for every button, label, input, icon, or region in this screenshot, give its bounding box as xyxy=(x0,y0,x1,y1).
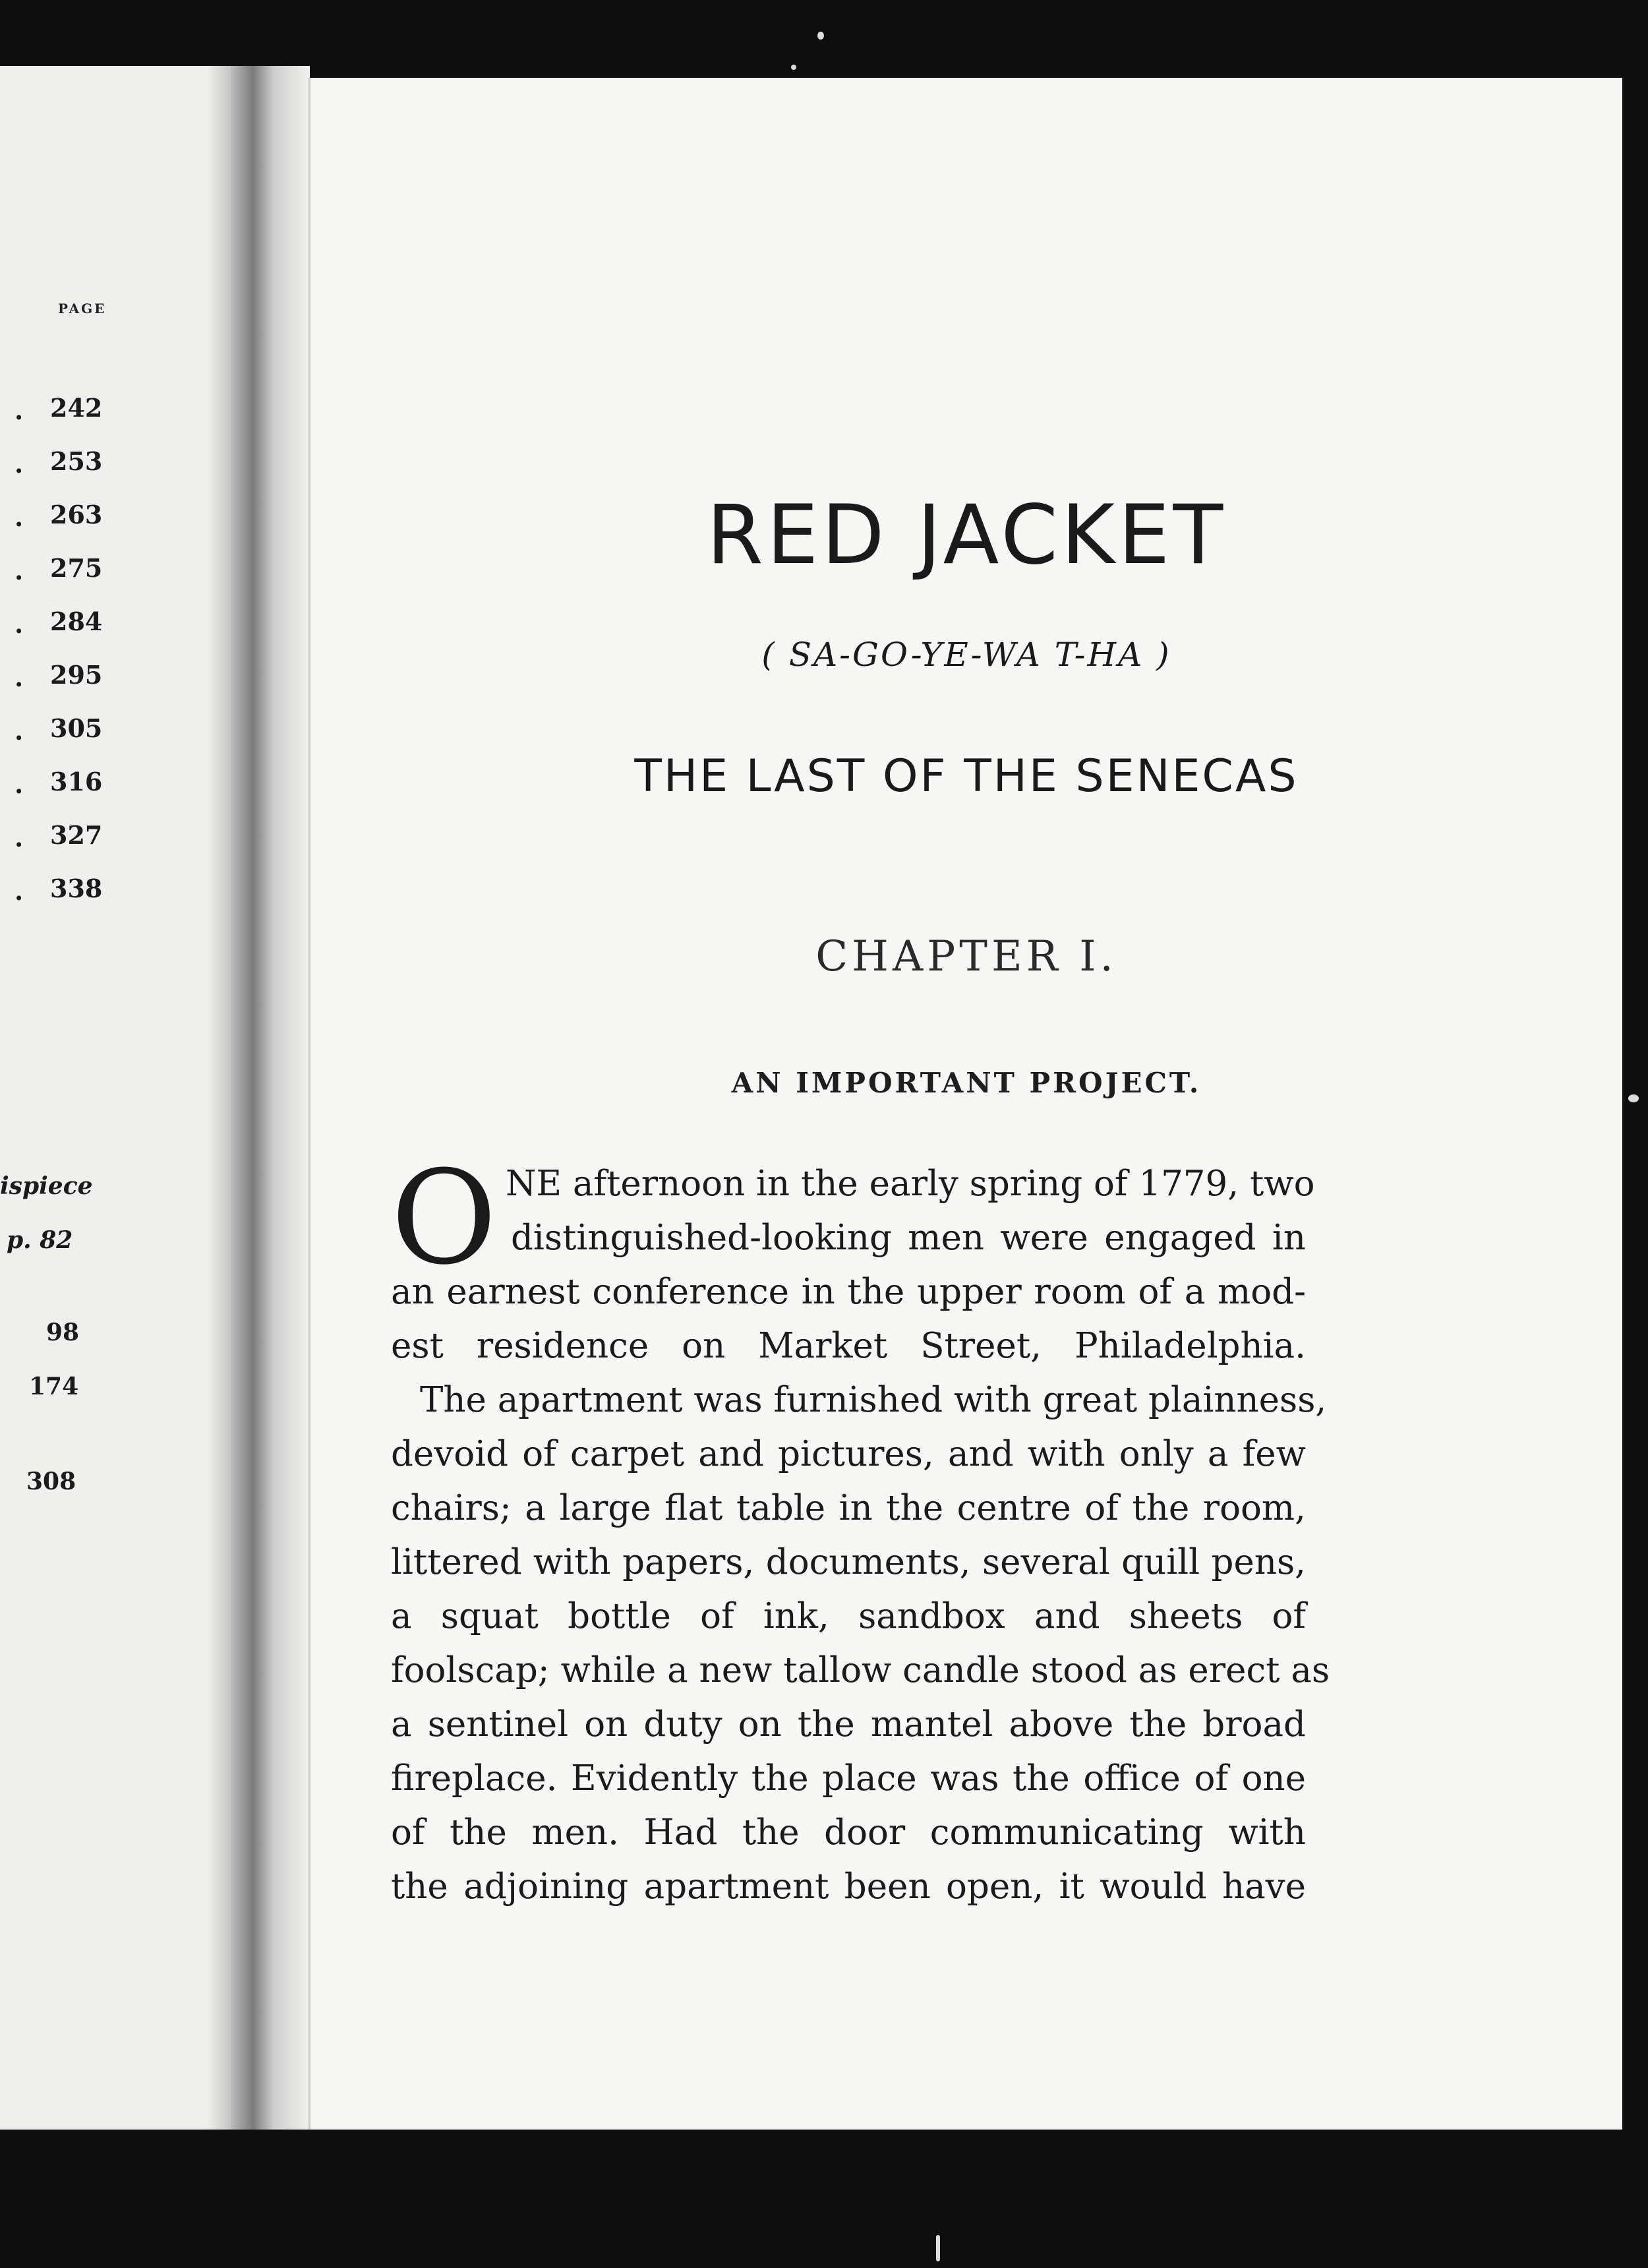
left-page xyxy=(0,66,231,2130)
body-line: fireplace. Evidently the place was the office of one xyxy=(391,1758,1306,1799)
toc-leader-dot: . xyxy=(15,556,24,585)
toc-page-number: 263 xyxy=(50,500,103,529)
toc-page-number: 295 xyxy=(50,660,103,690)
toc-row xyxy=(0,500,132,539)
toc-leader-dot: . xyxy=(15,716,24,746)
toc-leader-dot: . xyxy=(15,449,24,479)
body-line: NE afternoon in the early spring of 1779, two xyxy=(506,1164,1315,1204)
body-line: foolscap; while a new tallow candle stood as erect as xyxy=(391,1650,1330,1690)
toc-row xyxy=(0,660,132,700)
illustration-page-ref: 308 xyxy=(26,1468,76,1495)
toc-page-number: 338 xyxy=(50,874,103,903)
body-line: littered with papers, documents, several quill pens, xyxy=(391,1542,1306,1582)
toc-page-number: 284 xyxy=(50,607,103,636)
body-line: a squat bottle of ink, sandbox and sheets of xyxy=(391,1596,1306,1636)
body-line: chairs; a large flat table in the centre of the room, xyxy=(391,1488,1306,1528)
toc-page-number: 316 xyxy=(50,767,103,796)
body-line: a sentinel on duty on the mantel above the broad xyxy=(391,1704,1306,1745)
toc-leader-dot: . xyxy=(15,663,24,692)
book-title: RED JACKET xyxy=(706,488,1227,583)
book-gutter xyxy=(231,66,310,2130)
toc-page-number: 253 xyxy=(50,446,103,476)
toc-leader-dot: . xyxy=(15,396,24,425)
toc-leader-dot: . xyxy=(15,823,24,852)
body-line: devoid of carpet and pictures, and with only a few xyxy=(391,1434,1306,1474)
scan-speck xyxy=(791,65,796,70)
toc-row xyxy=(0,713,132,753)
body-line: The apartment was furnished with great plainness, xyxy=(420,1380,1327,1420)
toc-row xyxy=(0,446,132,486)
illustration-page-ref: 174 xyxy=(29,1373,79,1400)
scan-speck xyxy=(1628,1094,1639,1102)
chapter-subtitle: AN IMPORTANT PROJECT. xyxy=(731,1067,1202,1099)
illustration-page-ref: p. 82 xyxy=(7,1226,73,1254)
toc-row xyxy=(0,607,132,646)
toc-page-number: 275 xyxy=(50,553,103,583)
page-column-heading: PAGE xyxy=(58,301,107,316)
body-line: an earnest conference in the upper room of a mod- xyxy=(391,1272,1306,1312)
right-page xyxy=(309,78,1622,2130)
series-title: THE LAST OF THE SENECAS xyxy=(634,750,1299,802)
toc-leader-dot: . xyxy=(15,769,24,799)
scan-speck xyxy=(817,32,824,40)
body-line: est residence on Market Street, Philadelphia. xyxy=(391,1326,1306,1366)
chapter-heading: CHAPTER I. xyxy=(815,932,1117,981)
body-line: the adjoining apartment been open, it would have xyxy=(391,1866,1306,1907)
toc-page-number: 327 xyxy=(50,820,103,850)
toc-leader-dot: . xyxy=(15,502,24,532)
toc-row xyxy=(0,393,132,433)
toc-page-number: 305 xyxy=(50,713,103,743)
book-subtitle: ( SA-GO-YE-WA T-HA ) xyxy=(761,636,1171,674)
toc-page-number: 242 xyxy=(50,393,103,423)
drop-cap: O xyxy=(391,1143,497,1294)
toc-row xyxy=(0,820,132,860)
toc-row xyxy=(0,874,132,913)
illustration-page-ref: 98 xyxy=(46,1319,80,1346)
body-line: of the men. Had the door communicating with xyxy=(391,1812,1306,1853)
scan-speck xyxy=(936,2235,940,2261)
illustration-page-ref: ispiece xyxy=(0,1172,93,1200)
page-edge-shadow xyxy=(207,66,231,2130)
toc-row xyxy=(0,553,132,593)
toc-leader-dot: . xyxy=(15,609,24,639)
body-line: distinguished-looking men were engaged in xyxy=(511,1218,1306,1258)
toc-row xyxy=(0,767,132,806)
toc-leader-dot: . xyxy=(15,876,24,906)
